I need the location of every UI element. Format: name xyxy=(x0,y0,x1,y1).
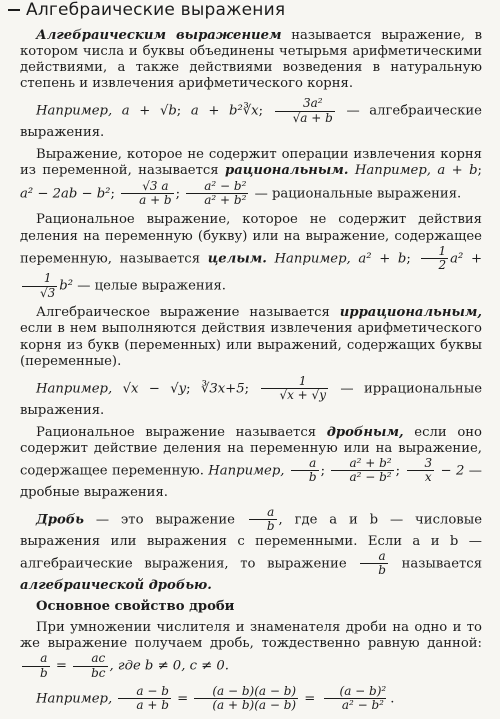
formula: ∛3x+5 xyxy=(200,381,245,397)
fraction xyxy=(275,97,335,125)
definition-text: Выражение, которое не содержит операции извлечения корня из переменной, называется xyxy=(20,147,482,179)
example-algebraic: Например, a + √b; a + b²∛x; $\frac{\text{3a²}}{√a + b}$ — алгебраические выражения. xyxy=(20,96,482,141)
definition-fraction xyxy=(20,506,482,594)
fraction-denominator: √a + b xyxy=(275,111,335,125)
fraction xyxy=(118,685,171,713)
fraction-numerator: 1 xyxy=(43,271,52,286)
formula: a + b²∛x xyxy=(190,103,259,119)
fraction xyxy=(421,245,449,273)
formula: a + √b xyxy=(121,103,177,119)
definition-integer: Рациональное выражение, которое не содержит действия деления на переменную (букву) или на выражение, содержащее переменную, называется целым. Например, a² + b; $\frac{1}{2}$ a² + $\frac{1}{√3}$ b² — целые выражения. xyxy=(20,212,483,300)
example-lead: Например, xyxy=(348,163,438,179)
term-algebraic: Алгебраическим выражением xyxy=(36,28,282,43)
fraction-denominator: a + b xyxy=(118,698,171,712)
formula: . xyxy=(390,691,395,707)
fraction-numerator: a² − b² xyxy=(204,178,247,193)
term-fraction: Дробь xyxy=(36,512,84,528)
fraction xyxy=(331,457,393,485)
example-tail: — рациональные выражения. xyxy=(250,185,462,201)
fraction xyxy=(186,180,248,208)
fraction-denominator: √3 xyxy=(22,286,57,300)
fraction-denominator: √x + √y xyxy=(261,388,328,402)
formula: b² xyxy=(59,278,74,294)
example-tail: — дробные выражения. xyxy=(20,463,482,500)
term-integer: целым. xyxy=(207,251,267,267)
fraction-numerator: 3a² xyxy=(302,96,323,111)
fraction xyxy=(322,685,389,713)
definition-text: называется выражение, в котором числа и буквы объединены четырьмя арифметическими действиями, а также действиями возведения в натуральную степень и извлечения арифметического корня. xyxy=(20,28,482,92)
fraction-denominator: 2 xyxy=(421,258,449,272)
fraction-numerator: 1 xyxy=(438,243,447,258)
fraction-numerator: a − b xyxy=(136,683,169,698)
fraction-numerator: a xyxy=(267,504,275,519)
definition-text: если в нем выполняются действия извлечения арифметического корня из букв (переменных) или выражений, содержащих буквы (переменные). xyxy=(20,321,482,369)
section-heading: Основное свойство дроби xyxy=(36,598,235,614)
fraction-denominator: a + b xyxy=(121,193,174,207)
page-title: Алгебраические выражения xyxy=(26,0,286,20)
definition-text: Алгебраическое выражение называется xyxy=(36,305,340,321)
definition-text: называется xyxy=(389,556,483,572)
example-lead: Например, xyxy=(36,381,123,397)
example-tail: — алгебраические выражения. xyxy=(20,103,482,141)
fraction-denominator: a² − b² xyxy=(331,470,393,484)
fraction-numerator: ac xyxy=(91,651,106,666)
definition-algebraic xyxy=(20,28,482,92)
fraction xyxy=(360,550,388,578)
fraction-denominator: b xyxy=(249,519,277,533)
fraction xyxy=(121,180,174,208)
definition-irrational xyxy=(20,305,482,369)
fraction-numerator: 1 xyxy=(298,373,307,388)
definition-text: Рациональное выражение называется xyxy=(36,424,327,440)
fraction-denominator: b xyxy=(291,470,319,484)
formula: a² + b xyxy=(358,251,407,267)
formula: a² + xyxy=(450,251,483,267)
document-body xyxy=(20,28,482,719)
fraction-numerator: a xyxy=(378,548,386,563)
fraction xyxy=(194,685,298,713)
fraction-numerator: (a − b)(a − b) xyxy=(212,683,297,698)
fraction-numerator: a xyxy=(309,455,317,470)
example-lead: Например, xyxy=(36,103,122,119)
fraction xyxy=(261,375,328,403)
example-lead: Например, xyxy=(266,251,359,267)
fraction-numerator: 3 xyxy=(424,455,433,470)
formula: a + b xyxy=(437,163,478,179)
fraction-numerator: √3 a xyxy=(142,178,169,193)
formula: √x − √y xyxy=(122,381,187,397)
fraction xyxy=(291,457,319,485)
fraction xyxy=(22,652,50,680)
formula: − 2 xyxy=(436,463,465,479)
fraction-denominator: x xyxy=(407,470,434,484)
fraction-numerator: (a − b)² xyxy=(339,683,387,698)
definition-text: При умножении числителя и знаменателя дроби на одно и то же выражение получаем дробь, тождественно равную данной: xyxy=(20,619,482,651)
fraction-denominator: bc xyxy=(73,666,107,680)
example-lead: Например, xyxy=(203,463,289,479)
term-algebraic-fraction: алгебраической дробью. xyxy=(20,577,212,593)
definition-text: — это выражение xyxy=(83,512,247,528)
condition: , где b ≠ 0, c ≠ 0. xyxy=(109,658,229,674)
fraction-numerator: a² + b² xyxy=(349,455,392,470)
example-tail: — иррациональные выражения. xyxy=(20,381,482,418)
fraction xyxy=(406,457,434,485)
fraction xyxy=(22,272,57,300)
fraction-denominator: b xyxy=(360,563,388,577)
definition-fractional: Рациональное выражение называется дробным, если оно содержит действие деления на переменную или на выражение, содержащее переменную. Например, $\frac{a}{b}$ ; $\frac{\text{a² + b²}}{\text{a² − b²}}$ ; $\frac{3}{x}$ − 2 — дробные выражения. xyxy=(20,424,482,500)
example-tail: — целые выражения. xyxy=(73,278,226,294)
term-fractional: дробным, xyxy=(326,424,404,440)
term-rational: рациональным. xyxy=(225,163,349,179)
example-irrational: Например, √x − √y; ∛3x+5; $\frac{1}{√x + √y}$ — иррациональные выражения. xyxy=(20,373,482,418)
definition-rational: Выражение, которое не содержит операции извлечения корня из переменной, называется рациональным. Например, a + b; a² − 2ab − b²; $\frac{√3 a}{a + b}$ ; $\frac{\text{a² − b²}}{\text{a² + b²}}$ — рациональные выражения. xyxy=(20,147,482,207)
formula: a² − 2ab − b² xyxy=(20,185,111,201)
definition-text: если оно содержит действие деления на переменную или на выражение, содержащее переменную. xyxy=(20,424,482,479)
fraction-numerator: a xyxy=(40,651,48,666)
fraction-denominator: (a + b)(a − b) xyxy=(194,698,298,712)
example-lead: Например, xyxy=(36,691,117,707)
term-irrational: иррациональным, xyxy=(339,305,482,321)
fraction-denominator: a² + b² xyxy=(186,193,248,207)
fraction xyxy=(249,506,277,534)
equals-sign: = xyxy=(51,658,72,674)
example-property: Например, $\frac{a - b}{a + b}$ = $\frac{(a - b)(a - b)}{(a + b)(a - b)}$ = $\frac{\text{(a − b)²}}{\text{a² − b²}}$ . xyxy=(36,683,395,713)
definition-text: Рациональное выражение, которое не содержит действия деления на переменную (букву) или на выражение, содержащее переменную, называется xyxy=(20,212,482,267)
fraction-denominator: a² − b² xyxy=(324,698,386,712)
fraction-denominator: b xyxy=(22,666,50,680)
definition-text: , где a и b — числовые выражения или выражения с переменными. Если a и b — алгебраические выражения, то выражение xyxy=(20,512,482,572)
fraction-property xyxy=(20,620,482,680)
fraction xyxy=(73,652,107,680)
